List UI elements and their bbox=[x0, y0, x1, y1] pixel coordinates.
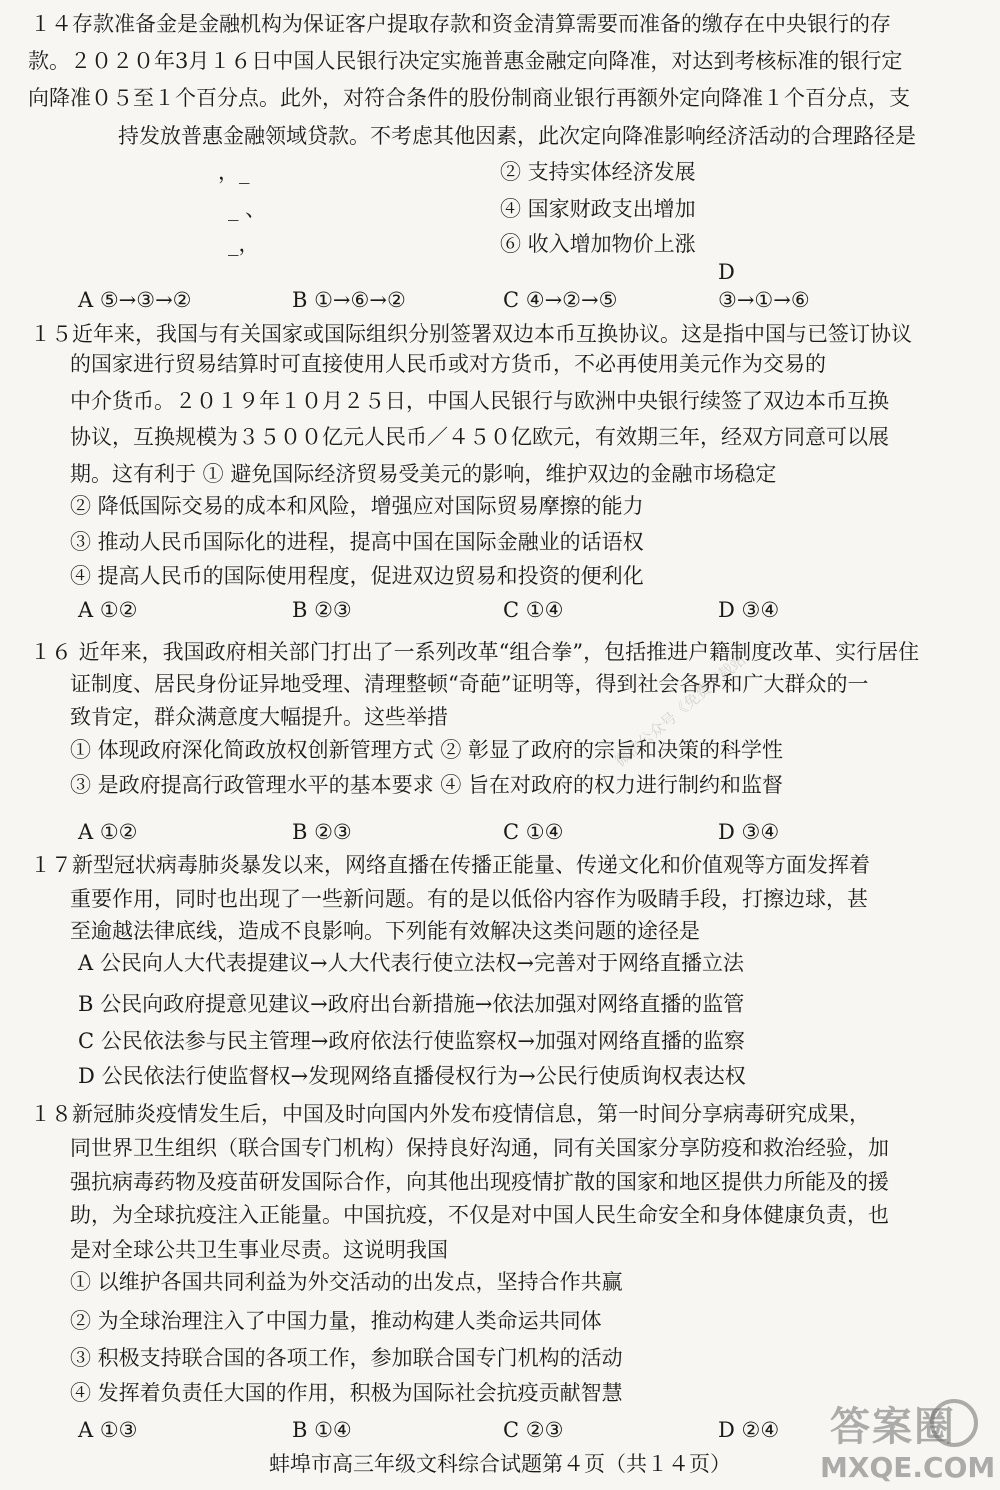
q16-option-a: A ①② bbox=[78, 820, 138, 844]
q14-line-2: 款。２０２０年3月１６日中国人民银行决定实施普惠金融定向降准，对达到考核标准的银行定 bbox=[28, 49, 903, 73]
q18-line-2: 同世界卫生组织（联合国专门机构）保持良好沟通，同有关国家分享防疫和救治经验，加 bbox=[70, 1136, 889, 1160]
q15-line-5: 期。这有利于 ① 避免国际经济贸易受美元的影响，维护双边的金融市场稳定 bbox=[70, 462, 777, 486]
q14-item-2: ② 支持实体经济发展 bbox=[500, 160, 696, 184]
q16-line-5: ③ 是政府提高行政管理水平的基本要求 ④ 旨在对政府的权力进行制约和监督 bbox=[70, 773, 784, 797]
q14-blank-2: _ 、 bbox=[228, 197, 267, 221]
page-footer: 蚌埠市高三年级文科综合试题第４页（共１４页） bbox=[269, 1452, 731, 1476]
q17-line-3: 至逾越法律底线，造成不良影响。下列能有效解决这类问题的途径是 bbox=[70, 919, 700, 943]
q18-line-4: 助，为全球抗疫注入正能量。中国抗疫，不仅是对中国人民生命安全和身体健康负责，也 bbox=[70, 1203, 889, 1227]
q17-option-a: A 公民向人大代表提建议→人大代表行使立法权→完善对于网络直播立法 bbox=[78, 951, 745, 975]
q15-line-7: ③ 推动人民币国际化的进程，提高中国在国际金融业的话语权 bbox=[70, 530, 644, 554]
q14-line-1: １４存款准备金是金融机构为保证客户提取存款和资金清算需要而准备的缴存在中央银行的存 bbox=[30, 12, 891, 36]
q18-line-9: ④ 发挥着负责任大国的作用，积极为国际社会抗疫贡献智慧 bbox=[70, 1381, 623, 1405]
logo-title: 答案圈 bbox=[830, 1403, 956, 1450]
q15-line-8: ④ 提高人民币的国际使用程度，促进双边贸易和投资的便利化 bbox=[70, 564, 644, 588]
q18-option-b: B ①④ bbox=[292, 1418, 352, 1442]
q15-line-1: １５近年来，我国与有关国家或国际组织分别签署双边本币互换协议。这是指中国与已签订协议 bbox=[30, 322, 912, 346]
q18-line-8: ③ 积极支持联合国的各项工作，参加联合国专门机构的活动 bbox=[70, 1346, 623, 1370]
q14-blank-1: ，_ bbox=[218, 160, 250, 184]
q16-line-4: ① 体现政府深化简政放权创新管理方式 ② 彰显了政府的宗旨和决策的科学性 bbox=[70, 738, 784, 762]
q17-line-2: 重要作用，同时也出现了一些新问题。有的是以低俗内容作为吸睛手段，打擦边球，甚 bbox=[70, 887, 868, 911]
q17-option-b: B 公民向政府提意见建议→政府出台新措施→依法加强对网络直播的监管 bbox=[78, 992, 745, 1016]
q18-line-5: 是对全球公共卫生事业尽责。这说明我国 bbox=[70, 1238, 448, 1262]
q15-options bbox=[0, 596, 1000, 624]
q15-line-4: 协议，互换规模为３５００亿元人民币／４５０亿欧元，有效期三年，经双方同意可以展 bbox=[70, 425, 889, 449]
q15-option-a: A ①② bbox=[78, 598, 138, 622]
diagonal-watermark: 微信公众号《免费下载站》 bbox=[611, 640, 761, 771]
q14-item-4: ④ 国家财政支出增加 bbox=[500, 197, 696, 221]
q16-option-b: B ②③ bbox=[292, 820, 352, 844]
q14-option-c: C ④→②→⑤ bbox=[503, 288, 618, 312]
q14-item-6: ⑥ 收入增加物价上涨 bbox=[500, 232, 696, 256]
q14-option-d-label: D bbox=[718, 260, 735, 284]
q15-line-2: 的国家进行贸易结算时可直接使用人民币或对方货币，不必再使用美元作为交易的 bbox=[70, 352, 826, 376]
q14-option-a: A ⑤→③→② bbox=[78, 288, 192, 312]
q17-line-1: １７新型冠状病毒肺炎暴发以来，网络直播在传播正能量、传递文化和价值观等方面发挥着 bbox=[30, 853, 870, 877]
q18-line-7: ② 为全球治理注入了中国力量，推动构建人类命运共同体 bbox=[70, 1309, 602, 1333]
q18-option-c: C ②③ bbox=[503, 1418, 564, 1442]
q16-option-d: D ③④ bbox=[718, 820, 780, 844]
q14-blank-3: _， bbox=[228, 232, 260, 256]
q14-option-b: B ①→⑥→② bbox=[292, 288, 406, 312]
q18-option-a: A ①③ bbox=[78, 1418, 138, 1442]
q16-line-3: 致肯定，群众满意度大幅提升。这些举措 bbox=[70, 705, 448, 729]
q17-option-d: D 公民依法行使监督权→发现网络直播侵权行为→公民行使质询权表达权 bbox=[78, 1064, 746, 1088]
q15-option-d: D ③④ bbox=[718, 598, 780, 622]
q18-line-6: ① 以维护各国共同利益为外交活动的出发点，坚持合作共赢 bbox=[70, 1270, 623, 1294]
q18-line-3: 强抗病毒药物及疫苗研发国际合作，向其他出现疫情扩散的国家和地区提供力所能及的援 bbox=[70, 1170, 889, 1194]
q15-option-c: C ①④ bbox=[503, 598, 564, 622]
q16-line-1: １６ 近年来，我国政府相关部门打出了一系列改革“组合拳”，包括推进户籍制度改革、实行居住 bbox=[30, 640, 920, 664]
q14-options bbox=[0, 286, 1000, 314]
q18-line-1: １８新冠肺炎疫情发生后，中国及时向国内外发布疫情信息，第一时间分享病毒研究成果， bbox=[30, 1102, 870, 1126]
q15-line-6: ② 降低国际交易的成本和风险，增强应对国际贸易摩擦的能力 bbox=[70, 494, 644, 518]
q18-option-d: D ②④ bbox=[718, 1418, 780, 1442]
q15-option-b: B ②③ bbox=[292, 598, 352, 622]
logo-ring-icon bbox=[930, 1399, 978, 1447]
q16-option-c: C ①④ bbox=[503, 820, 564, 844]
site-logo-watermark bbox=[800, 1395, 996, 1490]
q16-line-2: 证制度、居民身份证异地受理、清理整顿“奇葩”证明等，得到社会各界和广大群众的一 bbox=[70, 672, 869, 696]
q15-line-3: 中介货币。２０１９年１０月２５日，中国人民银行与欧洲中央银行续签了双边本币互换 bbox=[70, 389, 889, 413]
q14-option-d: ③→①→⑥ bbox=[718, 288, 810, 312]
q14-line-4: 持发放普惠金融领域贷款。不考虑其他因素，此次定向降准影响经济活动的合理路径是 bbox=[118, 124, 916, 148]
q16-options bbox=[0, 818, 1000, 846]
logo-domain: MXQE.COM bbox=[820, 1451, 996, 1484]
q14-line-3: 向降准０５至１个百分点。此外，对符合条件的股份制商业银行再额外定向降准１个百分点，支 bbox=[28, 86, 910, 110]
q17-option-c: C 公民依法参与民主管理→政府依法行使监察权→加强对网络直播的监察 bbox=[78, 1029, 745, 1053]
